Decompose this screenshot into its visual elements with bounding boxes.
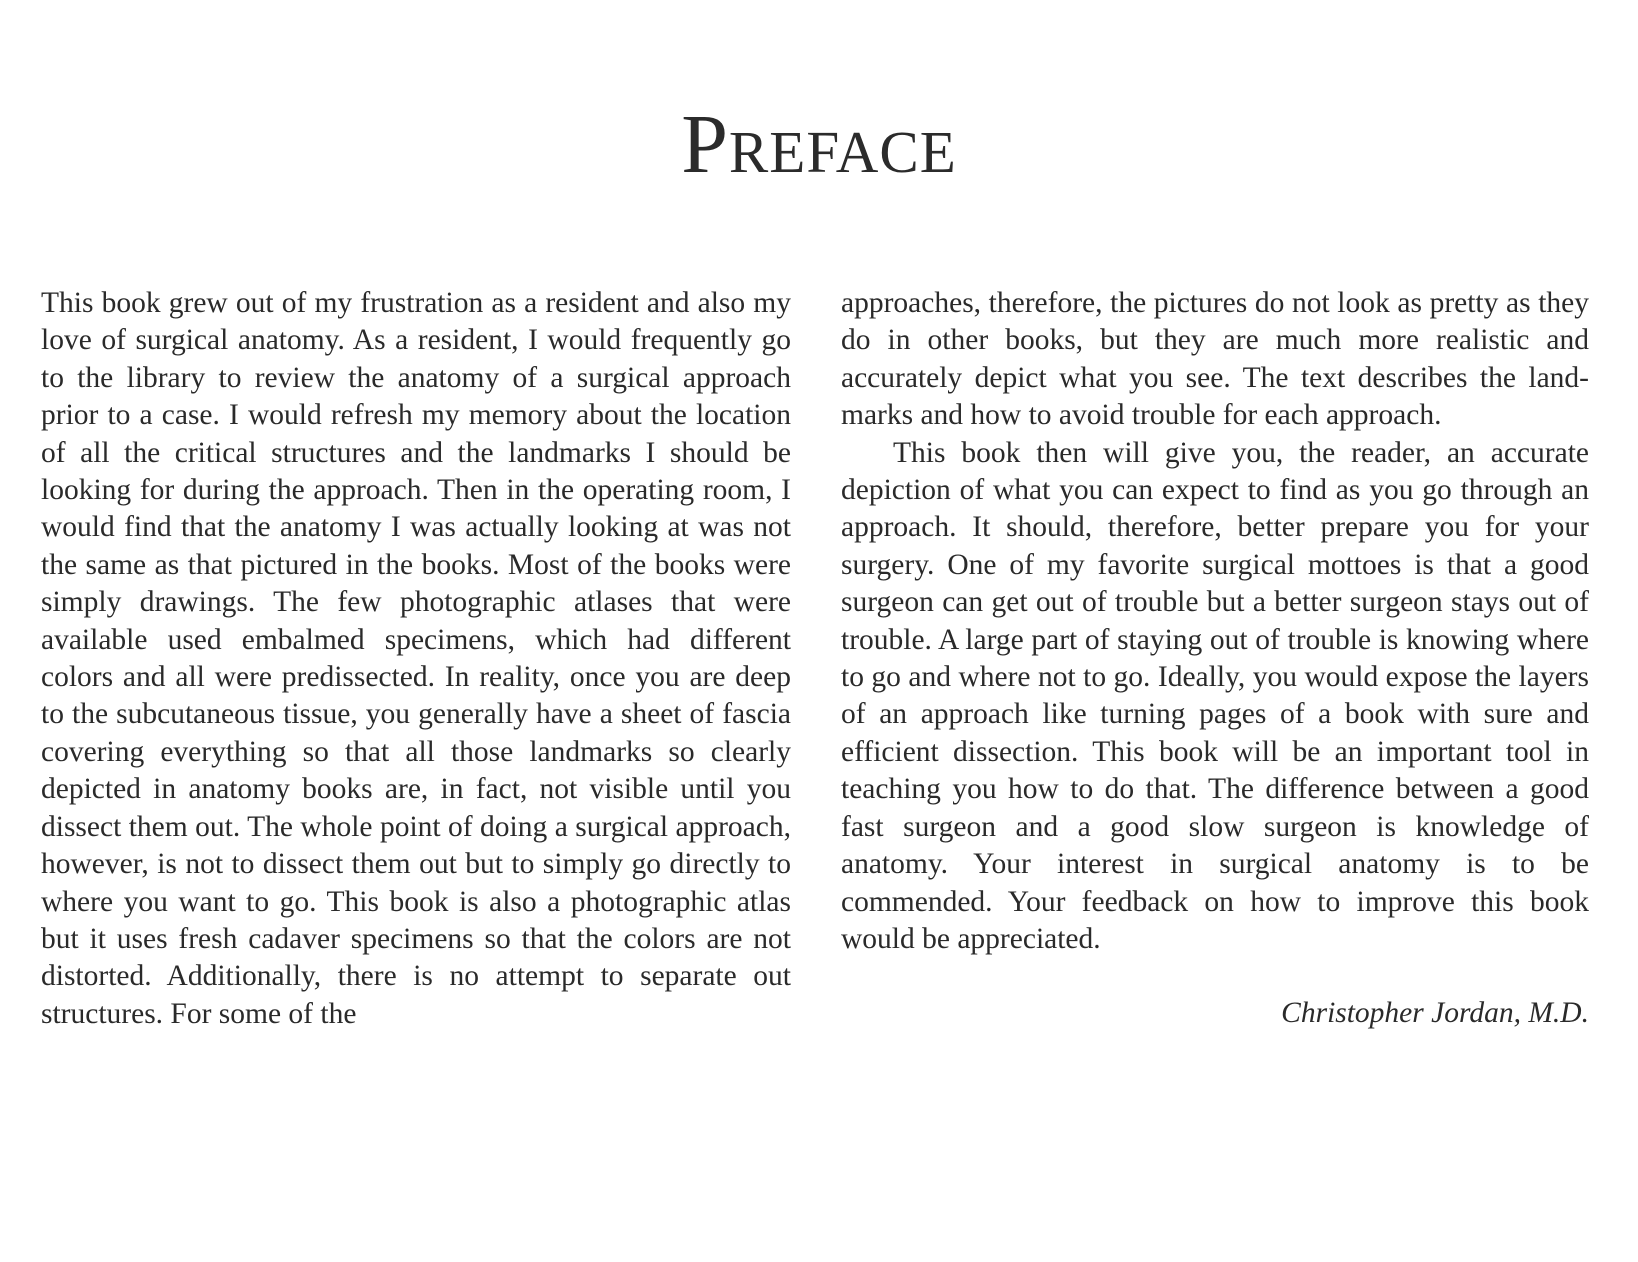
right-column — [841, 285, 1589, 958]
paragraph-2: This book then will give you, the reader, an accurate depiction of what you can expect to find as you go through an approach. It should, therefore, better prepare you for your surgery. One of my favorite surgical mottoes is that a good surgeon can get out of trouble but a better surgeon stays out of trouble. A large part of staying out of trouble is knowing where to go and where not to go. Ideally, you would expose the layers of an approach like turning pages of a book with sure and efficient dissection. This book will be an important tool in teaching you how to do that. The difference between a good fast surgeon and a good slow surgeon is knowledge of anatomy. Your interest in surgical anatomy is to be commended. Your feedback on how to improve this book would be appreciated. — [841, 436, 1589, 955]
left-column — [41, 285, 791, 1033]
author-signature: Christopher Jordan, M.D. — [1281, 997, 1589, 1029]
page-title: Preface — [681, 98, 957, 191]
paragraph-1-continued: approaches, therefore, the pictures do not look as pretty as they do in other books, but they are much more realistic and accurately depict what you see. The text describes the landmarks and how to avoid trouble for each approach. — [841, 287, 1589, 432]
paragraph-1: This book grew out of my frustration as a resident and also my love of surgical anatomy. As a resident, I would frequently go to the library to review the anatomy of a surgical approach prior to a case. I would refresh my memory about the location of all the critical structures and the landmarks I should be looking for during the approach. Then in the operating room, I would find that the anatomy I was actually looking at was not the same as that pictured in the books. Most of the books were simply drawings. The few photographic atlases that were available used embalmed specimens, which had different colors and all were predissected. In reality, once you are deep to the subcutaneous tissue, you generally have a sheet of fascia covering everything so that all those landmarks so clearly depicted in anatomy books are, in fact, not visible until you dissect them out. The whole point of doing a surgical approach, however, is not to dissect them out but to simply go directly to where you want to go. This book is also a photographic atlas but it uses fresh cadaver specimens so that the colors are not distorted. Additionally, there is no attempt to separate out structures. For some of the — [41, 287, 791, 1030]
